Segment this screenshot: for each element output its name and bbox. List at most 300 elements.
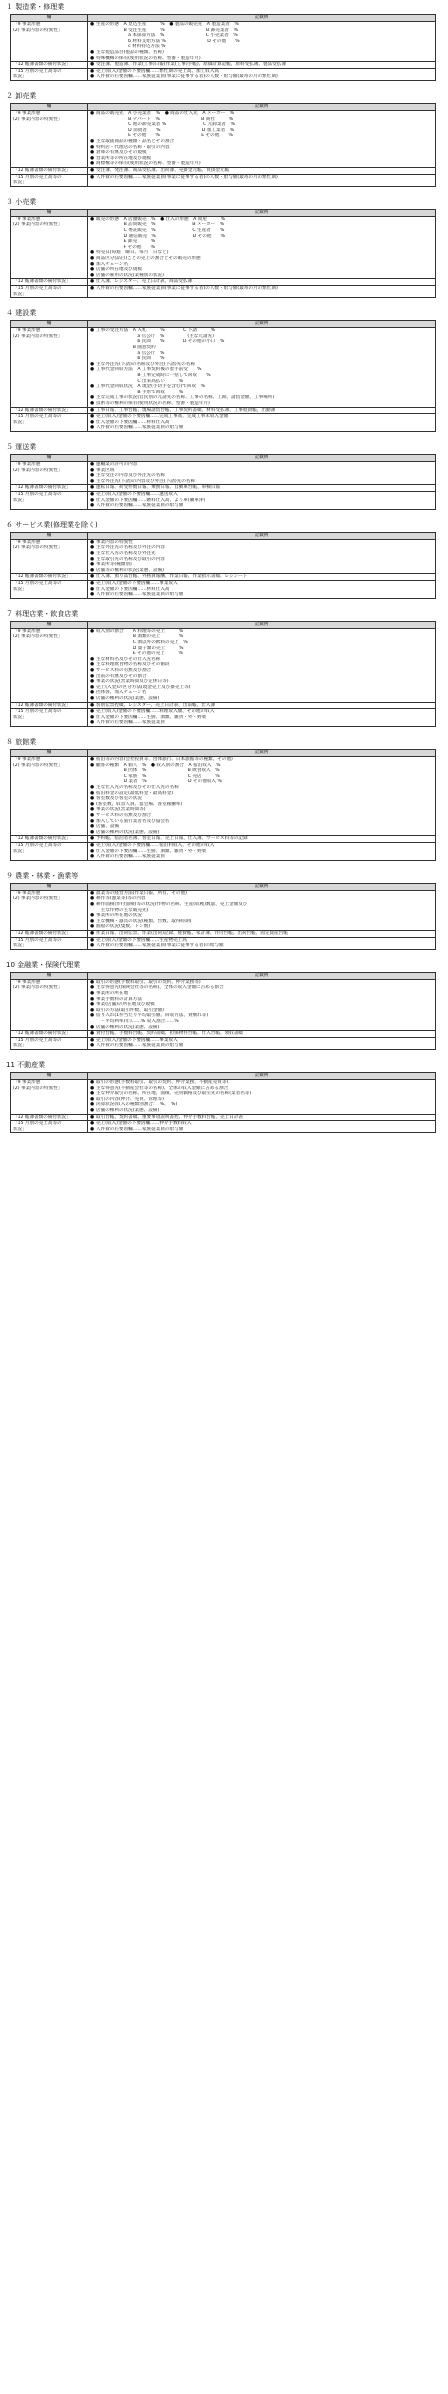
row-label-line: 状況」 (13, 848, 27, 854)
table-row (11, 279, 436, 286)
row-label (11, 68, 88, 80)
bullet-item: ● 耕作面積(作付面積)等の状況(作物の名称、生産(収穫)数量、売上金額及び (90, 902, 433, 908)
row-examples (88, 1080, 436, 1115)
row-examples (88, 1121, 436, 1133)
continuation-line: E その他 % E その他 % (96, 133, 233, 139)
bullet-item: ● 運輸業の許可の内容 (90, 462, 433, 468)
continuation-line: C 酒以外の飲料の売上 % (96, 639, 188, 645)
row-label-line: 「12 帳簿書類の備付状況」 (13, 702, 71, 708)
bullet-item: ● 主な完成工事の状況(官民別の元請先の名称、工事の名称、工期、請負金額、工事場所) (90, 395, 433, 401)
bullet-item: ● 主な料理飲食物の名称及びその値段 (90, 662, 433, 668)
table-header-row (11, 15, 436, 22)
header-column-label: 欄 (11, 321, 88, 328)
row-label (11, 22, 88, 62)
bullet-item: ● 人件費の右要因欄……家族従業員(事業に従事する者)の人数・給与額(最寄の月の繁忙期) (90, 175, 433, 181)
row-label-line: 「12 帳簿書類の備付状況」 (13, 407, 71, 413)
row-label-line: (2) 事業内容の特異性」 (13, 985, 63, 991)
row-label-line: 状況」 (13, 943, 27, 949)
row-examples (88, 485, 436, 492)
continuation-line: C 委託販売 % C 生産者 % (96, 227, 225, 233)
row-examples (88, 937, 436, 949)
bullet-item: ● 人件費の右要因欄……家族従業員(事業に従事する者)の人数・給与額(最寄の月の繁忙期) (90, 74, 433, 80)
row-label-line: 「12 帳簿書類の備付状況」 (13, 279, 71, 285)
row-examples (88, 842, 436, 860)
row-label-line: 状況」 (13, 1043, 27, 1049)
table-row (11, 539, 436, 574)
bullet-item: ● 売上(収入)金額の下要因欄……事業収入 (90, 581, 433, 587)
row-label-line: 「15 月別の売上高等の (13, 68, 62, 74)
row-label-line: 「12 帳簿書類の備付状況」 (13, 62, 71, 68)
bullet-item: ● 事業手数料の計算方法 (90, 997, 433, 1003)
bullet-item: ● 予約帳、宿泊者名簿、客室日報、売上日報、仕入簿、サービス料等の記録 (90, 836, 433, 842)
row-label-line: 「12 帳簿書類の備付状況」 (13, 167, 71, 173)
bullet-item: ● 加入チェーン名 (90, 262, 433, 268)
row-label-line: 「12 帳簿書類の備付状況」 (13, 930, 71, 936)
row-examples (88, 111, 436, 168)
bullet-item: ● 仕入金額の下要因欄……材料仕入高 (90, 587, 433, 593)
row-examples (88, 836, 436, 843)
continuation-line: B 受注生産 % B 卸売業者 % (96, 27, 238, 33)
row-label-line: 「9 事業形態 (13, 328, 41, 334)
row-examples (88, 62, 436, 69)
bullet-item: ● 主な取引先の名称及び取引の内容 (90, 557, 433, 563)
row-label (11, 1031, 88, 1038)
bullet-item: ● 仕入簿、レジスター、売上日計表、商品受払簿 (90, 279, 433, 285)
bullet-item: ● 取引の形態(手数料取引、取引の契約、仲介業務、不動産売買等) (90, 1080, 433, 1086)
bullet-item: ● 事業区域 (90, 468, 433, 474)
row-examples (88, 757, 436, 836)
row-label (11, 111, 88, 168)
row-label (11, 407, 88, 414)
bullet-item: ● 主な取扱商品の種類・品名とその割合 (90, 139, 433, 145)
bullet-item: ● 耕作等(漁業等)等の内容 (90, 896, 433, 902)
table-row (11, 1114, 436, 1121)
continuation-line: E 卸売 % (96, 239, 156, 245)
row-label (11, 702, 88, 709)
row-label (11, 328, 88, 407)
bullet-item: ● 加入している旅行業者名及び協会名 (90, 819, 433, 825)
row-label (11, 491, 88, 509)
table-row (11, 462, 436, 485)
table-row (11, 68, 436, 80)
continuation-line: b 民間 % D その他の小口 % (96, 339, 225, 345)
section-table (10, 1072, 436, 1133)
bullet-item: ● 売上(収入)金額の下要因欄……運送収入 (90, 492, 433, 498)
continuation-line: C 出来高払い % (96, 378, 184, 384)
header-column-label: 欄 (11, 883, 88, 890)
section-title: ６ サービス業(修理業を除く) (6, 520, 98, 529)
bullet-item: ● 宿泊等の内容(会社役員等、団体旅行、日本旅館等の種類、その他) (90, 757, 433, 763)
row-examples (88, 414, 436, 432)
row-label (11, 485, 88, 492)
bullet-item: ● サービス料の有無及び割合 (90, 813, 433, 819)
row-label-line: (2) 事業内容の特異性」 (13, 467, 63, 473)
table-header-row (11, 321, 436, 328)
row-examples (88, 574, 436, 581)
row-examples (88, 407, 436, 414)
bullet-item: ● 主な仕入先の名称及びその仕入先の名称 (90, 785, 433, 791)
header-column-label: 欄 (11, 532, 88, 539)
continuation-line: D 菓子類の売上 % (96, 645, 184, 651)
row-label (11, 279, 88, 286)
table-row (11, 328, 436, 407)
row-label-line: 「15 月別の売上高等の (13, 1037, 62, 1043)
continuation-line: ・平均利率(年)……% 収入割合……% (96, 1018, 179, 1024)
row-label-line: 状況」 (13, 586, 27, 592)
bullet-item: ● 売上(収入)金額の下要因欄……料理収入額、その他の収入 (90, 709, 433, 715)
table-row (11, 709, 436, 727)
bullet-item: ● 店舗、設備 (90, 824, 433, 830)
section-table (10, 103, 436, 187)
continuation-line: C 家族 % C 売店 % (96, 773, 220, 779)
bullet-item: ● 特約店・代理店の名称・取引の内容 (90, 145, 433, 151)
bullet-item: ● 生産の形態 A 見込生産 % ● 製品の販売先 A 製造業者 % (90, 22, 433, 28)
row-label (11, 62, 88, 69)
row-label-line: (2) 事業内容の特異性」 (13, 222, 63, 228)
bullet-item: ● 人件費の右要因欄……家族従業員の給与額 (90, 1127, 433, 1133)
header-column-examples: 記載例 (88, 972, 436, 979)
bullet-item: ● 仕入簿、預り品台帳、外務員報酬、作業日報、作業指示書綴、レジシート (90, 574, 433, 580)
bullet-item: ● 作業日報、出荷伝票、作業(出荷)記録、経費帳、家計簿、作付台帳、出荷台帳、固定資産台帳 (90, 931, 433, 937)
bullet-item: ● 店舗の権利の状況(業態、設備) (90, 1025, 433, 1031)
table-row (11, 485, 436, 492)
row-label-line: 「15 月別の売上高等の (13, 709, 62, 715)
bullet-item: ● 人件費の右要因欄……家族従業員の給与額 (90, 425, 433, 431)
row-label-line: 状況」 (13, 497, 27, 503)
bullet-item: ● 仕入金額の下要因欄……生鮮、酒類、雑貨・外・野菜 (90, 849, 433, 855)
bullet-item: ● 事業所の所在地 (90, 991, 433, 997)
bullet-item: ● 売上(入金)の区分方法(現金売上及び掛売上等) (90, 685, 433, 691)
row-label (11, 462, 88, 485)
section-table (10, 972, 436, 1050)
row-label-line: 「12 帳簿書類の備付状況」 (13, 836, 71, 842)
table-row (11, 174, 436, 186)
section-table (10, 621, 436, 727)
header-column-label: 欄 (11, 1073, 88, 1080)
row-label-line: 「12 帳簿書類の備付状況」 (13, 1031, 71, 1037)
row-examples (88, 930, 436, 937)
bullet-item: ● 仕入金額の下要因欄……生鮮、酒類、雑貨・外・野菜 (90, 715, 433, 721)
row-label (11, 709, 88, 727)
row-label (11, 628, 88, 702)
header-column-label: 欄 (11, 209, 88, 216)
table-header-row (11, 532, 436, 539)
row-label (11, 842, 88, 860)
section-title: ８ 旅館業 (6, 738, 37, 746)
bullet-item: ● 主な外注先(下請)の内容及び外注(下請)先の名称 (90, 479, 433, 485)
row-examples (88, 702, 436, 709)
section-table (10, 14, 436, 81)
continuation-line: B デパート % B 商社 % (96, 116, 234, 122)
row-label-line: 状況」 (13, 180, 27, 186)
bullet-item: ● 運転日報、荷受件数日報、乗務日報、自動車台帳、車検日報 (90, 485, 433, 491)
bullet-item: ● 人件費の右要因欄……家族従業員 (90, 720, 433, 726)
row-label-line: 「9 事業形態 (13, 539, 41, 545)
bullet-item: ● 売上(収入)金額の下要因欄……繁忙期の売上高、加工収入高 (90, 69, 433, 75)
table-row (11, 491, 436, 509)
table-row (11, 1031, 436, 1038)
row-label-line: (2) 事業内容の特異性」 (13, 27, 63, 33)
header-column-examples: 記載例 (88, 455, 436, 462)
row-label-line: 「15 月別の売上高等の (13, 842, 62, 848)
table-header-row (11, 209, 436, 216)
table-row (11, 407, 436, 414)
row-examples (88, 1114, 436, 1121)
section-table (10, 749, 436, 861)
bullet-item: ● 仕入金額の下要因欄……燃料仕入高、よう車(傭車)料 (90, 498, 433, 504)
row-examples (88, 1037, 436, 1049)
bullet-item: ● 農業等の経営方法(作業日報、所有、その他) (90, 891, 433, 897)
bullet-item: ● 団体客、加入チェーン名 (90, 690, 433, 696)
continuation-line: C 他の卸売業者 % C 元卸業者 % (96, 122, 235, 128)
bullet-item: ● 顧客の種類 A 個人 % ● 収入別の割合 A 宿泊収入 % (90, 763, 433, 769)
table-header-row (11, 621, 436, 628)
bullet-item: ● 受注簿、製造簿、作業(工事)日報(作業(工事)手帳)、原価計算記帳、原料受払簿、製品受払簿 (90, 62, 433, 68)
continuation-line: 主な作物の主な販売先) (96, 907, 149, 913)
row-label-line: 「12 帳簿書類の備付状況」 (13, 574, 71, 580)
table-row (11, 111, 436, 168)
table-header-row (11, 1073, 436, 1080)
bullet-item: ● 事業所の所在地の状況 (90, 913, 433, 919)
row-label (11, 757, 88, 836)
row-label-line: 「9 事業形態 (13, 979, 41, 985)
row-label-line: 状況」 (13, 419, 27, 425)
row-label-line: 「12 帳簿書類の備付状況」 (13, 485, 71, 491)
bullet-item: ● 販売の形態 A 店頭販売 % ● 仕入の形態 A 問屋 % (90, 217, 433, 223)
row-label-line: 状況」 (13, 291, 27, 297)
row-label-line: (2) 事業内容の特異性」 (13, 896, 63, 902)
row-label-line: (2) 事業内容の特異性」 (13, 634, 63, 640)
bullet-item: ● 取引の内容(仲介、売買、管理等) (90, 1097, 433, 1103)
row-label (11, 937, 88, 949)
row-label (11, 580, 88, 598)
continuation-line: c 材料持込方法 % (96, 44, 166, 50)
table-row (11, 890, 436, 930)
bullet-item: ● 事業所等(種類別) (90, 562, 433, 568)
row-examples (88, 580, 436, 598)
bullet-item: ● 営業所等の所在地及び規模 (90, 156, 433, 162)
bullet-item: ● 事業の状況(営業時間及び定休日等) (90, 679, 433, 685)
header-column-examples: 記載例 (88, 1073, 436, 1080)
row-label (11, 167, 88, 174)
row-label-line: 「15 月別の売上高等の (13, 937, 62, 943)
table-row (11, 414, 436, 432)
section-title: ４ 建設業 (6, 309, 37, 318)
row-label (11, 285, 88, 297)
header-column-examples: 記載例 (88, 321, 436, 328)
row-examples (88, 890, 436, 930)
row-label-line: 状況」 (13, 74, 27, 80)
bullet-item: ● 取引台帳、契約書綴、重要事項説明書控、仲介手数料台帳、売上日計表 (90, 1115, 433, 1121)
row-label (11, 174, 88, 186)
header-column-label: 欄 (11, 621, 88, 628)
table-row (11, 1080, 436, 1115)
row-label-line: (2) 事業内容の特異性」 (13, 333, 63, 339)
bullet-item: ● 店舗の雇用の状況(業種別の状況) (90, 273, 433, 279)
bullet-item: ● 客室数及び客室の状況 (90, 796, 433, 802)
row-label (11, 216, 88, 279)
row-examples (88, 216, 436, 279)
header-column-label: 欄 (11, 750, 88, 757)
bullet-item: ● 倉庫の有無及びその規模 (90, 150, 433, 156)
bullet-item: ● 決算状況(収入の種類別割合： %、 %) (90, 1102, 433, 1108)
row-examples (88, 328, 436, 407)
row-label-line: 「9 事業形態 (13, 462, 41, 467)
table-row (11, 628, 436, 702)
continuation-line: D 通信販売 % D その他 % (96, 233, 225, 239)
bullet-item: ● 主な得意先(不動産会社等の名称)、全体の収入金額に占める割合 (90, 1086, 433, 1092)
header-column-label: 欄 (11, 15, 88, 22)
continuation-line: a 本採算方法 % C 小売業者 % (96, 33, 238, 39)
row-label-line: 「9 事業形態 (13, 22, 41, 27)
bullet-item: ● 事業内容の特異性 (90, 540, 433, 546)
table-row (11, 979, 436, 1030)
bullet-item: ● 客別伝票控綴、レジスター、売上日計表、出前帳、仕入簿 (90, 703, 433, 709)
table-row (11, 836, 436, 843)
bullet-item: ● 店舗の所在地及び規模 (90, 267, 433, 273)
bullet-item: ● 店舗の権利の状況(業態、設備) (90, 696, 433, 702)
continuation-line: a 官公庁 % (主な元請先) (96, 333, 214, 339)
bullet-item: ● 店舗の権利の状況(業態、設備) (90, 1108, 433, 1114)
continuation-line: b 民間 % (96, 356, 165, 362)
table-row (11, 216, 436, 279)
continuation-line: a 官公庁 % (96, 350, 165, 356)
row-examples (88, 462, 436, 485)
row-label (11, 1121, 88, 1133)
bullet-item: ● 主な外注先の名称及び外注の内容 (90, 545, 433, 551)
bullet-item: ● 人件費の右要因欄……家族従業員(事業に従事する者)の人数・給与額(最寄の月の繁忙期) (90, 286, 433, 292)
section-title: 11 不動産業 (6, 1061, 46, 1069)
bullet-item: ● 漁船の状況(隻数、トン数) (90, 924, 433, 930)
row-label (11, 836, 88, 843)
bullet-item: ● 特殊機械の保有(使用状況の名称、型番・製造年月) (90, 56, 433, 62)
bullet-item: ● 人件費の右要因欄……家族従業員(事業に従事する者)の給与額 (90, 943, 433, 949)
row-label-line: (2) 事業内容の特異性」 (13, 1085, 63, 1091)
bullet-item: ● 主な仲介取引の名称、所在地、面積、売買価格及び取引先の名称(業者名等) (90, 1091, 433, 1097)
row-label-line: 「9 事業形態 (13, 216, 41, 222)
table-row (11, 574, 436, 581)
row-label (11, 539, 88, 574)
header-column-examples: 記載例 (88, 532, 436, 539)
bullet-item: ● 売上(収入)金額の下要因欄……生産物売上高 (90, 938, 433, 944)
continuation-line: F その他 % (96, 244, 155, 250)
bullet-item: ● 技術等の権利の保有(使用状況の名称、型番・製造年月) (90, 401, 433, 407)
bullet-item: ● 店舗等の権利の状況(業態、設備) (90, 568, 433, 574)
row-label-line: 「12 帳簿書類の備付状況」 (13, 1114, 71, 1120)
bullet-item: ● 主な材料名及びその仕入先名称 (90, 657, 433, 663)
table-row (11, 167, 436, 174)
header-column-examples: 記載例 (88, 621, 436, 628)
bullet-item: ● 主な仕入先の名称及び外注先 (90, 551, 433, 557)
bullet-item: ● 主な製造品目(製品の種類、名称) (90, 50, 433, 56)
bullet-item: ● 人件費の右要因欄……家族従業員の給与額 (90, 503, 433, 509)
row-label-line: 「15 月別の売上高等の (13, 414, 62, 420)
bullet-item: ● 売上(収入)金額の下要因欄……宿泊料収入、その他の収入 (90, 843, 433, 849)
table-header-row (11, 883, 436, 890)
table-row (11, 937, 436, 949)
bullet-item: ● 事業の状況(営業時間等) (90, 807, 433, 813)
section-title: １ 製造業・修理業 (6, 3, 65, 11)
row-label-line: (2) 事業内容の特異性」 (13, 762, 63, 768)
row-label-line: 「9 事業形態 (13, 628, 41, 634)
row-label-line: 「15 月別の売上高等の (13, 491, 62, 497)
table-header-row (11, 455, 436, 462)
row-label-line: 「15 月別の売上高等の (13, 285, 62, 291)
row-label-line: 「15 月別の売上高等の (13, 580, 62, 586)
row-examples (88, 1031, 436, 1038)
table-row (11, 702, 436, 709)
row-label (11, 574, 88, 581)
row-label (11, 930, 88, 937)
header-column-examples: 記載例 (88, 883, 436, 890)
bullet-item: ● 取引の形態(手数料取引、取引の契約、仲介業務等) (90, 980, 433, 986)
bullet-item: ● 特売日(毎週 曜日、毎月 日など) (90, 250, 433, 256)
bullet-item: ● 借り入れ(1件当たり平均取引額、回収方法、貸倒れ等) (90, 1013, 433, 1019)
row-label (11, 890, 88, 930)
row-label (11, 1114, 88, 1121)
bullet-item: ● 出前の有無及びその割合 (90, 674, 433, 680)
header-column-label: 欄 (11, 972, 88, 979)
table-header-row (11, 750, 436, 757)
row-label (11, 1080, 88, 1115)
table-row (11, 1121, 436, 1133)
row-label-line: 状況」 (13, 1126, 27, 1132)
row-label-line: 「9 事業形態 (13, 1080, 41, 1085)
row-label-line: (2) 事業内容の特異性」 (13, 545, 63, 551)
bullet-item: ● 主な外注先(下請)の名称及び外注(下請)先の名称 (90, 362, 433, 368)
bullet-item: ● 売上(収入)金額の下要因欄……完成工事高、完成工事未収入金額 (90, 414, 433, 420)
section-table (10, 209, 436, 298)
table-row (11, 757, 436, 836)
bullet-item: ● 取引の方法(取引件数、取引金額) (90, 1008, 433, 1014)
continuation-line: D 業者 % D その他収入 % (96, 779, 222, 785)
continuation-line: B 随意契約 (96, 344, 156, 350)
bullet-item: ● 主な得意先(保険会社等の名称)、全体の収入金額に占める割合 (90, 985, 433, 991)
continuation-line: D 消費者 % D 加工業者 % (96, 127, 235, 133)
row-examples (88, 279, 436, 286)
row-label (11, 1037, 88, 1049)
row-examples (88, 285, 436, 297)
bullet-item: ● 商品の販売先 A 小売業者 % ● 商品の仕入先 A メーカー % (90, 111, 433, 117)
table-header-row (11, 972, 436, 979)
bullet-item: ● 収入別の割合 A 料理等の売上 % (90, 629, 433, 635)
row-label-line: (2) 事業内容の特異性」 (13, 116, 63, 122)
continuation-line: B 訪問販売 % B メーカー % (96, 222, 225, 228)
continuation-line: B 酒類の売上 % (96, 634, 184, 640)
row-examples (88, 68, 436, 80)
row-examples (88, 174, 436, 186)
bullet-item: ● 店舗の権利の状況(業態、設備) (90, 830, 433, 836)
bullet-item: ● 工事日報、工事台帳、現場請負台帳、工事契約書綴、材料受払簿、工事経費帳、出勤簿 (90, 408, 433, 414)
bullet-item: ● 工事代金回収状況 A 現金(小切手を含む)で回収 % (90, 384, 433, 390)
table-row (11, 285, 436, 297)
header-column-examples: 記載例 (88, 209, 436, 216)
row-label-line: 「15 月別の売上高等の (13, 174, 62, 180)
row-label-line: 「9 事業形態 (13, 757, 41, 762)
bullet-item: ● (客室数、収容人員、宴会場、客室稼働率) (90, 802, 433, 808)
bullet-item: ● 売上(収入)金額の下要因欄……事業収入 (90, 1038, 433, 1044)
continuation-line: E その他の売上 % (96, 651, 183, 657)
table-row (11, 930, 436, 937)
bullet-item: ● 主な機械・器具の状況(種類、台数、取得時期) (90, 919, 433, 925)
row-examples (88, 979, 436, 1030)
continuation-line: B 団体 % B 飲食収入 % (96, 768, 220, 774)
bullet-item: ● 仕入金額の下要因欄……材料仕入高 (90, 420, 433, 426)
bullet-item: ● 工事代金回収方法 A 工事契約後の着手前受 % (90, 367, 433, 373)
bullet-item: ● 商品区分(品目)ごとの売上の割合とその販売の形態 (90, 256, 433, 262)
section-title: ２ 卸売業 (6, 92, 37, 100)
bullet-item: ● 人件費の右要因欄……家族従業員 (90, 854, 433, 860)
